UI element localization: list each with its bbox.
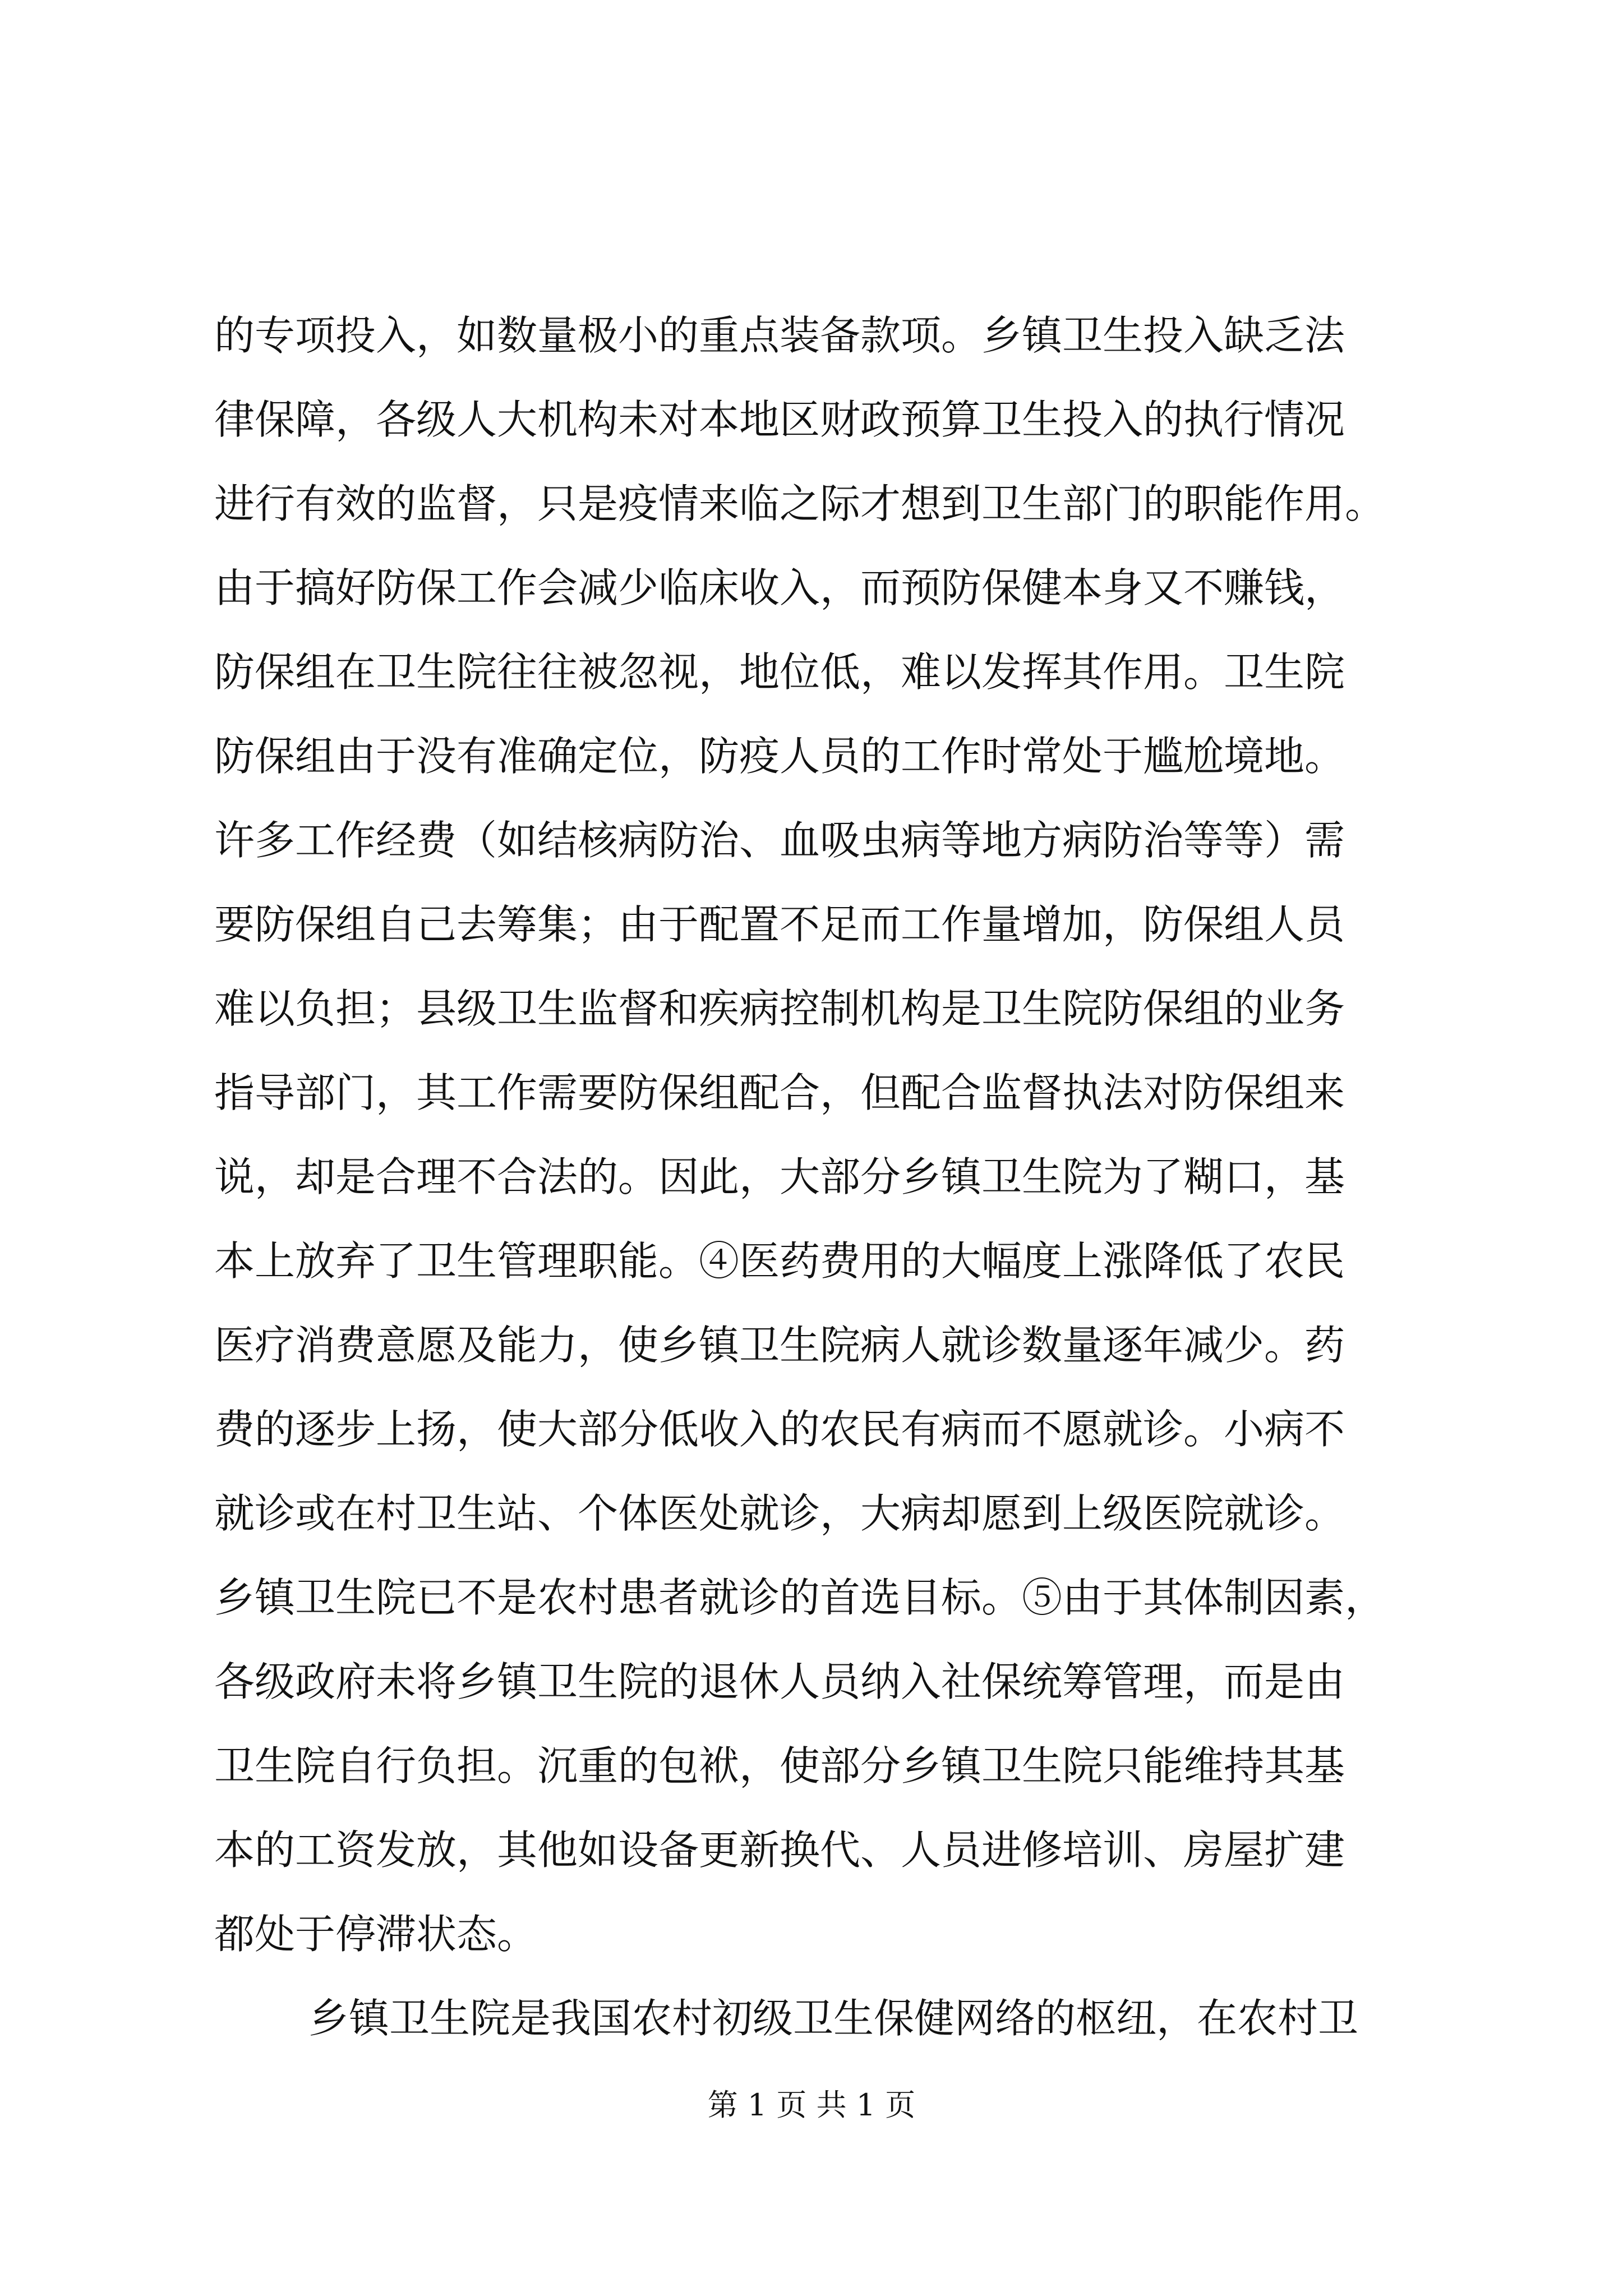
body-text-line: 费的逐步上扬，使大部分低收入的农民有病而不愿就诊。小病不: [214, 1406, 1345, 1453]
body-text-line: 许多工作经费（如结核病防治、血吸虫病等地方病防治等等）需: [214, 817, 1345, 864]
body-text-line: 卫生院自行负担。沉重的包袱，使部分乡镇卫生院只能维持其基: [214, 1742, 1345, 1789]
body-text-line: 医疗消费意愿及能力，使乡镇卫生院病人就诊数量逐年减少。药: [214, 1322, 1345, 1369]
body-text-line: 由于搞好防保工作会减少临床收入，而预防保健本身又不赚钱，: [214, 564, 1345, 611]
body-text-line: 要防保组自己去筹集；由于配置不足而工作量增加，防保组人员: [214, 901, 1345, 948]
body-text-line: 各级政府未将乡镇卫生院的退休人员纳入社保统筹管理，而是由: [214, 1658, 1345, 1705]
body-text-line: 律保障，各级人大机构未对本地区财政预算卫生投入的执行情况: [214, 396, 1345, 443]
body-text-line: 本的工资发放，其他如设备更新换代、人员进修培训、房屋扩建: [214, 1826, 1345, 1874]
body-text-line: 进行有效的监督，只是疫情来临之际才想到卫生部门的职能作用。: [214, 480, 1386, 527]
page-footer: 第 1 页 共 1 页: [707, 2087, 916, 2123]
body-text-line: 乡镇卫生院已不是农村患者就诊的首选目标。⑤由于其体制因素，: [214, 1574, 1386, 1621]
body-text-line: 本上放弃了卫生管理职能。④医药费用的大幅度上涨降低了农民: [214, 1237, 1345, 1285]
body-text-line: 难以负担；县级卫生监督和疾病控制机构是卫生院防保组的业务: [214, 985, 1345, 1032]
body-text-line: 的专项投入，如数量极小的重点装备款项。乡镇卫生投入缺乏法: [214, 312, 1345, 359]
paragraph-start-line: 乡镇卫生院是我国农村初级卫生保健网络的枢纽，在农村卫: [308, 1995, 1359, 2042]
body-text-line: 防保组由于没有准确定位，防疫人员的工作时常处于尴尬境地。: [214, 733, 1345, 780]
body-text-line: 防保组在卫生院往往被忽视，地位低，难以发挥其作用。卫生院: [214, 648, 1345, 696]
body-text-line: 说，却是合理不合法的。因此，大部分乡镇卫生院为了糊口，基: [214, 1153, 1345, 1200]
body-text-line: 指导部门，其工作需要防保组配合，但配合监督执法对防保组来: [214, 1069, 1345, 1116]
body-text-line: 都处于停滞状态。: [214, 1911, 538, 1958]
body-text-line: 就诊或在村卫生站、个体医处就诊，大病却愿到上级医院就诊。: [214, 1490, 1345, 1537]
